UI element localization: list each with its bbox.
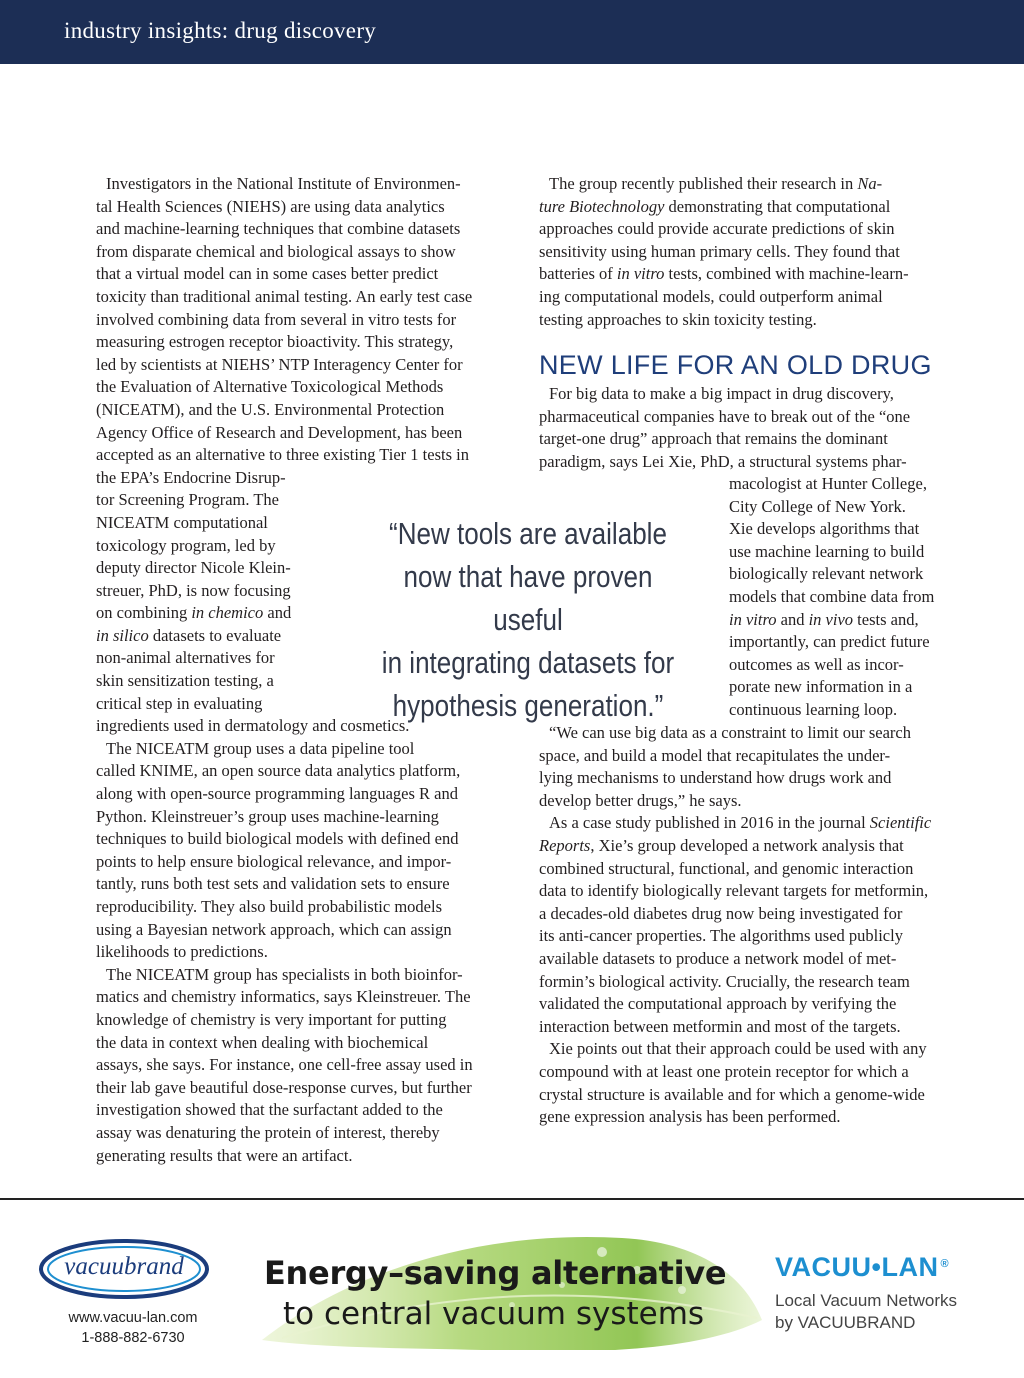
left-paragraph-3 [96,964,522,1167]
text-line: Investigators in the National Institute of Environmen- [106,174,461,193]
left-paragraph-2 [96,738,522,964]
text-line: toxicology program, led by [96,535,276,555]
text-line: and machine-learning techniques that combine datasets [96,219,461,239]
pull-quote-line: hypothesis generation.” [392,688,664,723]
text-line: skin sensitization testing, a [96,671,274,691]
text-line: investigation showed that the surfactant added to the [96,1100,443,1120]
text-line: called KNIME, an open source data analytics platform, [96,761,461,781]
text-run: datasets to evaluate [148,625,282,645]
text-run: and [776,609,809,629]
phone-number: 1-888-882-6730 [81,1330,185,1346]
text-line: knowledge of chemistry is very important for putting [96,1009,447,1029]
text-line: pharmaceutical companies have to break out of the “one [539,406,911,426]
text-line [539,196,969,219]
text-run: and [263,603,292,623]
text-line: formin’s biological activity. Crucially, the research team [539,971,910,991]
right-paragraph-4 [539,812,969,1038]
text-line: compound with at least one protein receptor for which a [539,1061,909,1081]
text-line: combined structural, functional, and genomic interaction [539,858,914,878]
pull-quote-line: now that have proven useful [403,559,653,637]
text-line: from disparate chemical and biological assays to show [96,241,456,261]
text-line: NICEATM computational [96,512,268,532]
italic-term: Na- [857,174,883,193]
text-line: For big data to make a big impact in drug discovery, [549,384,894,403]
text-line [539,812,969,835]
text-line: generating results that were an artifact. [96,1145,353,1165]
ad-subheadline: to central vacuum systems [283,1296,705,1332]
text-line: the EPA’s Endocrine Disrup- [96,467,286,487]
italic-term: in chemico [191,603,264,623]
text-line: target-one drug” approach that remains the dominant [539,429,888,449]
italic-term: in vitro [616,264,665,284]
section-heading-block [539,350,969,380]
text-run: batteries of [539,264,617,284]
text-line: gene expression analysis has been performed. [539,1107,841,1127]
text-line: validated the computational approach by verifying the [539,994,897,1014]
right-paragraph-2-wide [539,383,969,473]
text-line: tantly, runs both test sets and validation sets to ensure [96,874,450,894]
brand-name [775,1252,949,1283]
right-column-top [539,173,969,331]
text-line: deputy director Nicole Klein- [96,558,291,578]
text-line: lying mechanisms to understand how drugs work and [539,768,892,788]
section-title: industry insights: drug discovery [64,18,377,43]
text-line: along with open-source programming languages R and [96,784,458,804]
text-line: crystal structure is available and for which a genome-wide [539,1084,925,1104]
italic-term: ture Biotechnology [539,196,665,216]
text-line: Python. Kleinstreuer’s group uses machine-learning [96,806,439,826]
italic-term: Reports [539,835,591,855]
text-line [539,173,969,196]
section-heading: NEW LIFE FOR AN OLD DRUG [539,350,932,380]
logo-wordmark: vacuubrand [64,1253,184,1280]
website-link[interactable]: www.vacuu-lan.com [68,1310,198,1326]
italic-term: in silico [96,625,149,645]
text-run: on combining [96,603,192,623]
text-run: As a case study published in 2016 in the journal [549,813,870,833]
text-line: paradigm, says Lei Xie, PhD, a structural systems phar- [539,451,907,471]
text-line: City College of New York. [729,496,906,516]
text-line: likelihoods to predictions. [96,942,268,962]
text-line: data to identify biologically relevant targets for metformin, [539,881,929,901]
right-column-lower [539,722,969,1129]
ad-headline: Energy–saving alternative [264,1254,727,1292]
text-run: tests and, [853,609,919,629]
text-line: tor Screening Program. The [96,490,279,510]
text-line: The NICEATM group uses a data pipeline tool [106,738,415,758]
right-paragraph-3 [539,722,969,812]
brand-byline: by VACUUBRAND [775,1313,916,1332]
text-line: the Evaluation of Alternative Toxicological Methods [96,377,444,397]
text-line: toxicity than traditional animal testing. An early test case [96,286,473,306]
italic-term: in vitro [729,609,777,629]
right-paragraph-5 [539,1038,969,1128]
right-paragraph-2-narrow [729,473,969,722]
text-line: a decades-old diabetes drug now being investigated for [539,903,903,923]
text-line [729,609,969,632]
text-run: The group recently published their research in [549,174,858,193]
text-line: assay was denaturing the protein of interest, thereby [96,1122,440,1142]
text-line: techniques to build biological models with defined end [96,829,459,849]
right-paragraph-1 [539,173,969,331]
text-line: led by scientists at NIEHS’ NTP Interagency Center for [96,354,463,374]
text-line: continuous learning loop. [729,699,898,719]
text-line: Xie develops algorithms that [729,519,920,539]
text-line: its anti-cancer properties. The algorithms used publicly [539,926,903,946]
text-line: use machine learning to build [729,541,925,561]
text-line: available datasets to produce a network model of met- [539,948,897,968]
pull-quote-line: in integrating datasets for [381,645,675,680]
text-line: assays, she says. For instance, one cell-free assay used in [96,1055,473,1075]
text-line: accepted as an alternative to three existing Tier 1 tests in [96,445,469,465]
text-line: non-animal alternatives for [96,648,275,668]
text-line: biologically relevant network [729,564,924,584]
text-line: Xie points out that their approach could be used with any [549,1039,927,1059]
text-line: that a virtual model can in some cases better predict [96,264,439,284]
text-line: ingredients used in dermatology and cosmetics. [96,716,410,736]
text-line: importantly, can predict future [729,632,930,652]
text-line: outcomes as well as incor- [729,654,904,674]
italic-term: in vivo [808,609,854,629]
text-line [539,263,969,286]
text-line: matics and chemistry informatics, says Kleinstreuer. The [96,987,471,1007]
text-line: the data in context when dealing with biochemical [96,1032,429,1052]
text-line: Agency Office of Research and Development, has been [96,422,463,442]
text-line: points to help ensure biological relevance, and impor- [96,851,452,871]
text-line: interaction between metformin and most of the targets. [539,1016,901,1036]
text-line: porate new information in a [729,677,913,697]
text-line: (NICEATM), and the U.S. Environmental Protection [96,399,445,419]
text-line: testing approaches to skin toxicity testing. [539,309,817,329]
advertisement[interactable] [0,1198,1024,1378]
text-line [539,835,969,858]
text-line: The NICEATM group has specialists in both bioinfor- [106,964,463,984]
italic-term: Scientific [869,813,932,833]
text-run: tests, combined with machine-learn- [664,264,909,284]
text-line: develop better drugs,” he says. [539,790,742,810]
text-line: ing computational models, could outperform animal [539,286,883,306]
brand-tagline: Local Vacuum Networks [775,1291,958,1310]
text-line: measuring estrogen receptor bioactivity. This strategy, [96,332,454,352]
pull-quote-line: “New tools are available [389,516,667,551]
text-run: , Xie’s group developed a network analysis that [590,835,904,855]
text-line: approaches could provide accurate predictions of skin [539,219,895,239]
pull-quote [376,512,680,727]
text-line: involved combining data from several in vitro tests for [96,309,457,329]
text-line: critical step in evaluating [96,693,263,713]
text-run: demonstrating that computational [664,196,891,216]
text-line: sensitivity using human primary cells. They found that [539,241,900,261]
text-line: space, and build a model that recapitulates the under- [539,745,891,765]
brand-text: VACUU•LAN [775,1252,939,1282]
text-line: using a Bayesian network approach, which can assign [96,919,452,939]
text-line: streuer, PhD, is now focusing [96,580,291,600]
text-line: their lab gave beautiful dose-response curves, but further [96,1077,472,1097]
page-header [0,0,1024,64]
registered-mark: ® [940,1258,950,1270]
text-line: tal Health Sciences (NIEHS) are using data analytics [96,196,445,216]
text-line: “We can use big data as a constraint to limit our search [549,723,912,742]
text-line: macologist at Hunter College, [729,474,927,493]
text-line: models that combine data from [729,586,935,606]
text-line: reproducibility. They also build probabilistic models [96,897,442,916]
